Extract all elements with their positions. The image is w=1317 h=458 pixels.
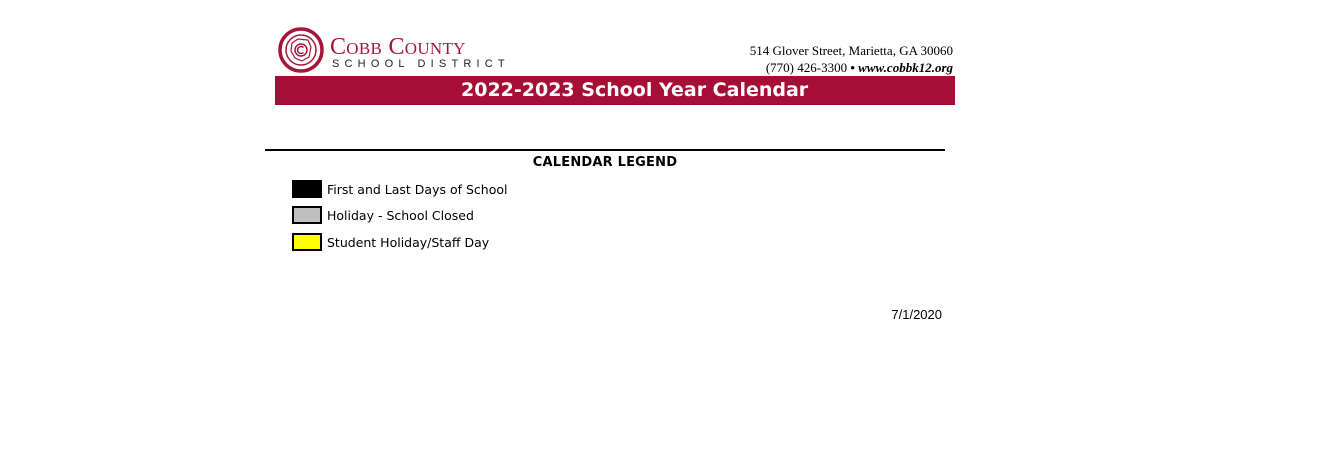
legend-swatch — [292, 233, 322, 251]
logo-title: Cobb County — [330, 34, 466, 60]
district-address — [750, 42, 953, 76]
document-date: 7/1/2020 — [891, 307, 942, 322]
legend-label: First and Last Days of School — [327, 182, 508, 197]
legend-heading: CALENDAR LEGEND — [532, 155, 678, 170]
contact-line — [750, 59, 953, 76]
address-line: 514 Glover Street, Marietta, GA 30060 — [749, 43, 953, 58]
website-link[interactable]: www.cobbk12.org — [858, 60, 953, 75]
district-seal-icon — [278, 27, 324, 73]
legend-swatch — [292, 180, 322, 198]
legend-swatch — [292, 206, 322, 224]
page-title: 2022-2023 School Year Calendar — [461, 79, 809, 101]
legend-label: Student Holiday/Staff Day — [327, 235, 490, 250]
phone-number: (770) 426-3300 — [765, 60, 848, 75]
title-banner — [275, 76, 955, 105]
district-logo — [278, 27, 518, 75]
separator-bullet: • — [850, 60, 855, 75]
legend-label: Holiday - School Closed — [327, 208, 474, 223]
logo-subtitle: SCHOOL DISTRICT — [332, 58, 510, 70]
legend-divider — [265, 149, 945, 151]
